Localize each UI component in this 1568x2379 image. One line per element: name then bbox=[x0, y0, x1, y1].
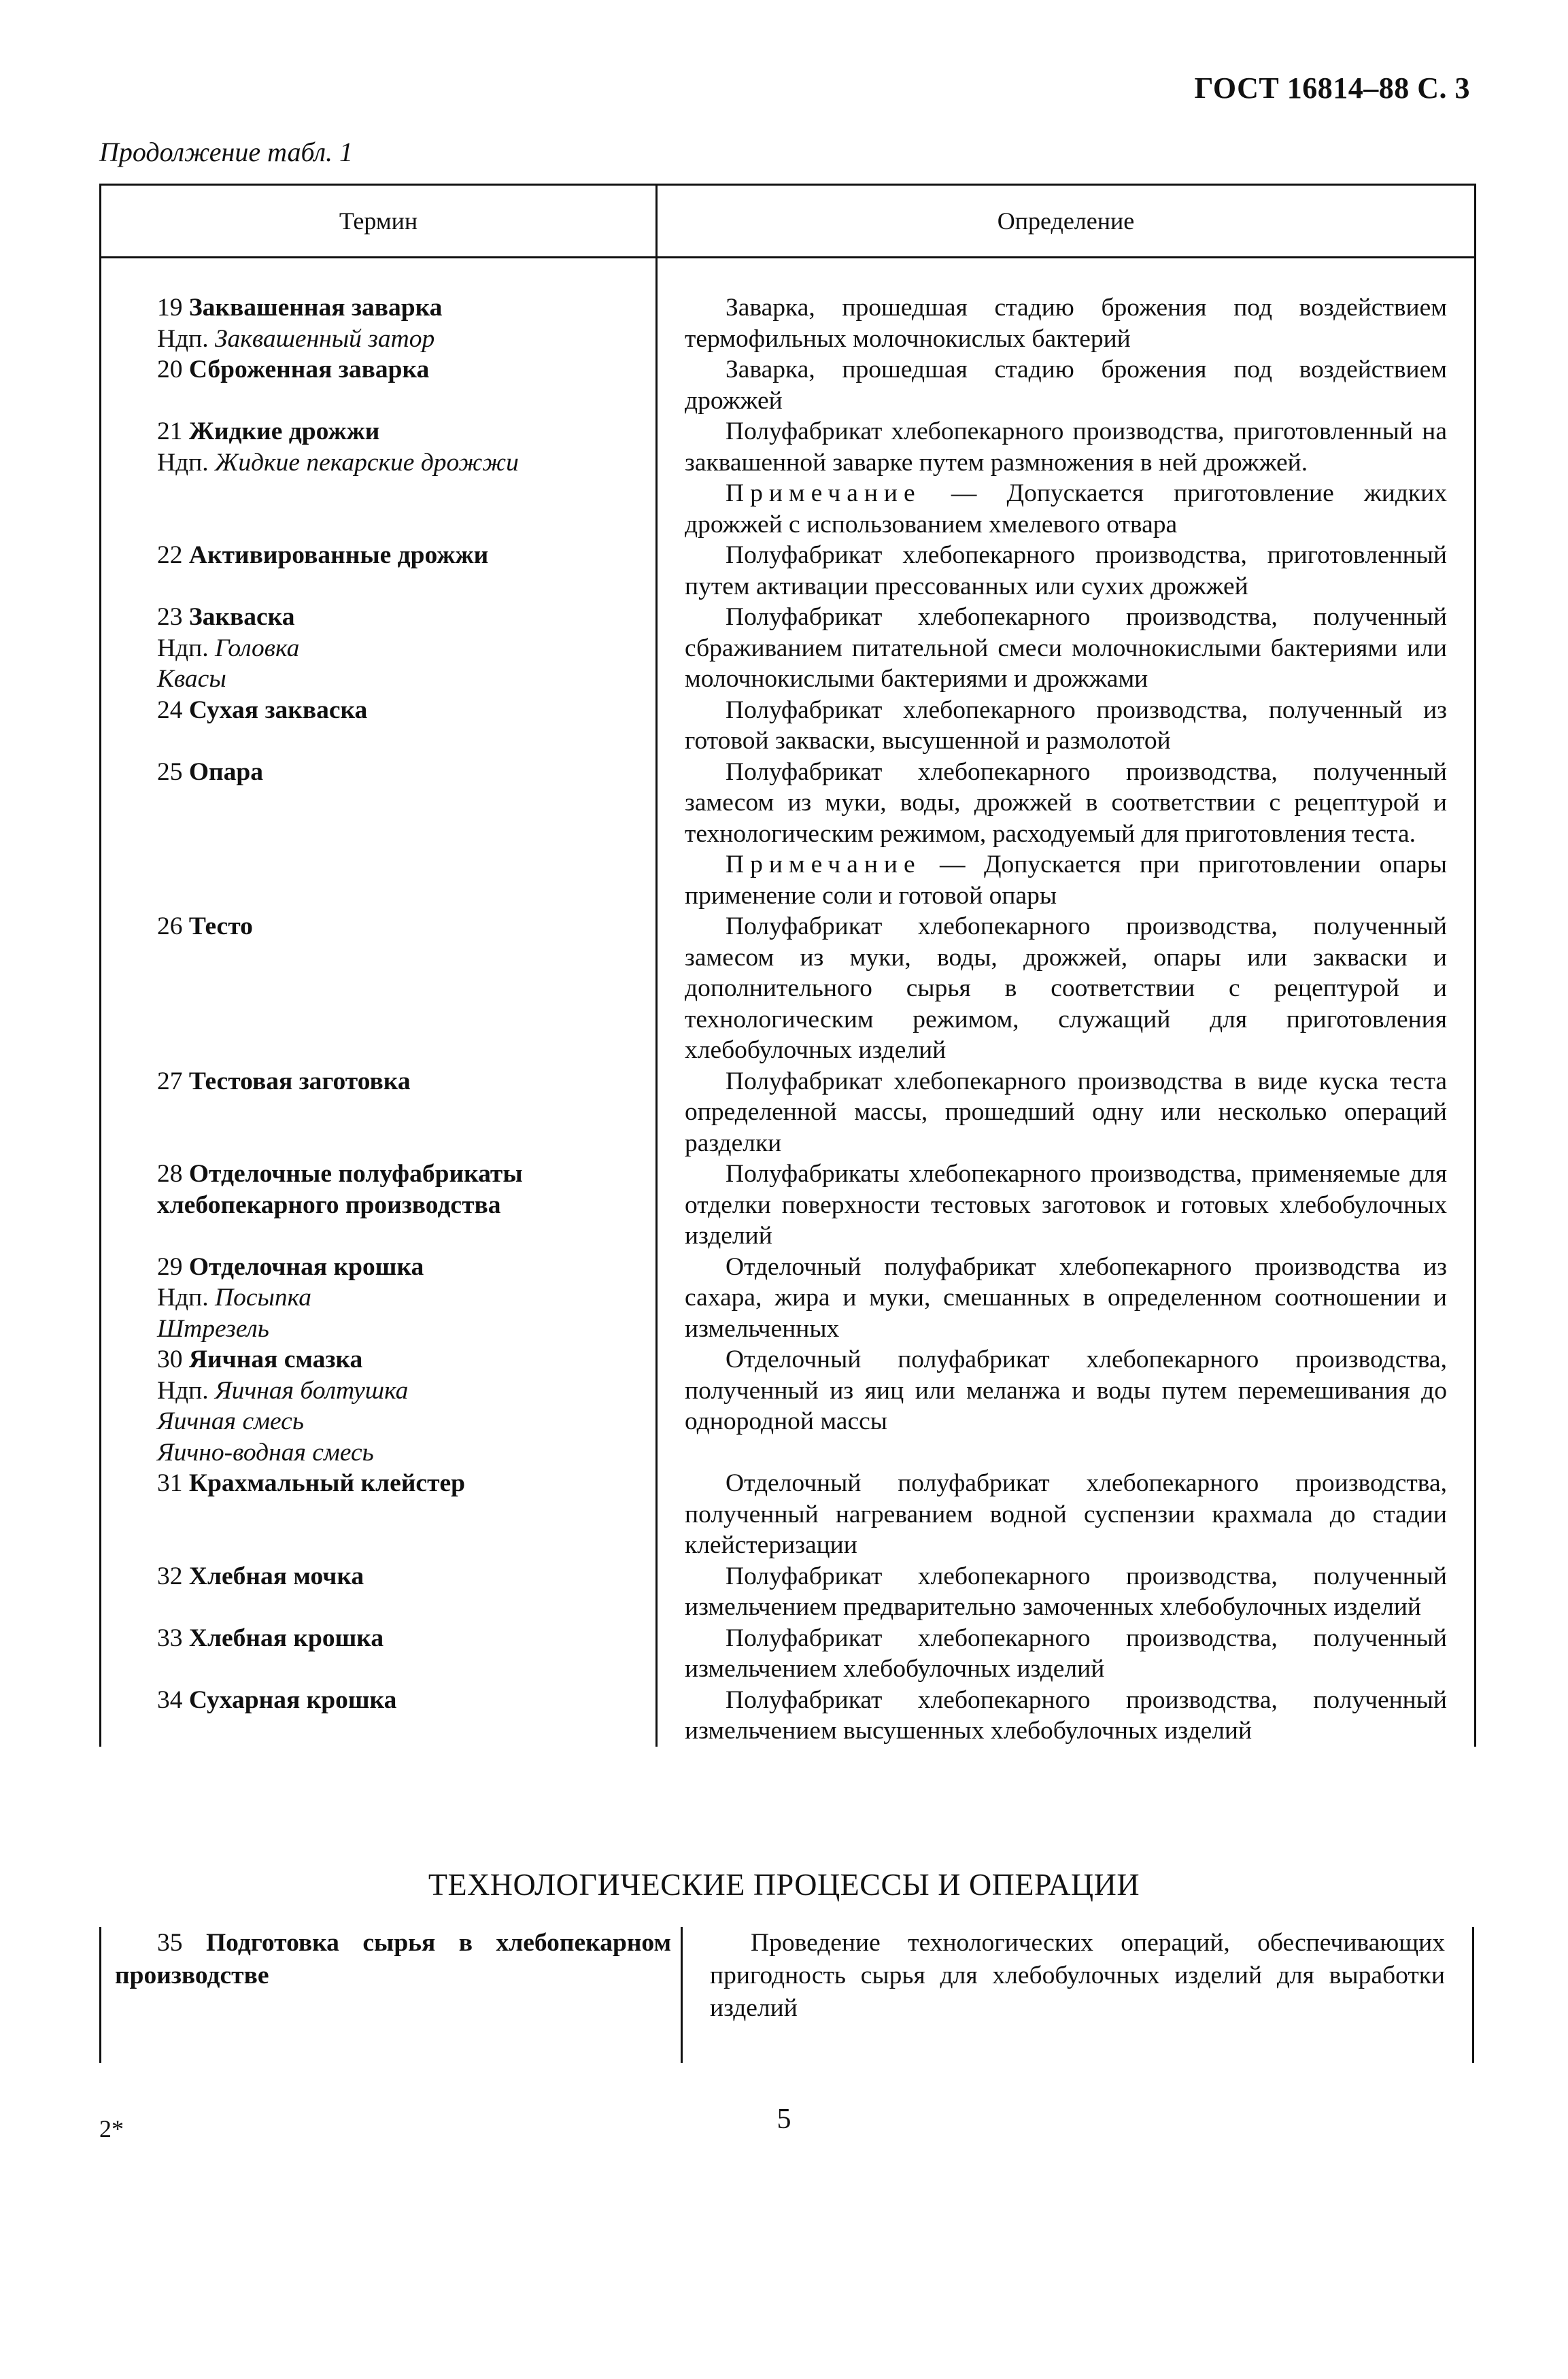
term-number: 27 bbox=[157, 1067, 183, 1095]
footer-mark: 2* bbox=[99, 2115, 124, 2142]
term-name: Отделочная крошка bbox=[188, 1252, 424, 1281]
term-number: 34 bbox=[157, 1685, 183, 1714]
term-heading bbox=[157, 1066, 646, 1097]
definition-text: Полуфабрикат хлебопекарного производства, полученный измельчением высушенных хлебобулочных изделий bbox=[685, 1685, 1447, 1745]
definition-text: Полуфабрикат хлебопекарного производства, полученный из готовой закваски, высушенной и размолотой bbox=[685, 696, 1447, 755]
term-name: Закваска bbox=[188, 603, 295, 631]
term-heading bbox=[157, 757, 646, 788]
deprecated-term-name: Жидкие пекарские дрожжи bbox=[214, 448, 519, 477]
definition-text: Отделочный полуфабрикат хлебопекарного производства из сахара, жира и муки, смешанных в определенном соотношении и измельченных bbox=[685, 1252, 1447, 1343]
definition-text: Полуфабрикат хлебопекарного производства в виде куска теста определенной массы, прошедший одну или несколько операций разделки bbox=[685, 1067, 1447, 1157]
term-number: 28 bbox=[157, 1160, 183, 1188]
term-number: 23 bbox=[157, 603, 183, 631]
term-heading bbox=[157, 1468, 646, 1499]
definition-cell bbox=[657, 1066, 1476, 1159]
term-heading bbox=[157, 416, 646, 447]
deprecated-prefix: Ндп. bbox=[157, 1284, 209, 1312]
term-number: 19 bbox=[157, 294, 183, 322]
term-cell bbox=[101, 1623, 657, 1685]
table-row bbox=[101, 416, 1476, 540]
table-row bbox=[101, 1066, 1476, 1159]
deprecated-term-name: Яично-водная смесь bbox=[157, 1438, 374, 1467]
term-heading bbox=[157, 1252, 646, 1283]
term-heading bbox=[157, 911, 646, 942]
definition-cell bbox=[657, 602, 1476, 695]
note-text: — Допускается при приготовлении опары применение соли и готовой опары bbox=[685, 851, 1447, 910]
term-heading bbox=[157, 602, 646, 633]
term-cell bbox=[101, 757, 657, 912]
column-header-term: Термин bbox=[101, 185, 657, 258]
term-cell bbox=[101, 1066, 657, 1159]
deprecated-term-name: Квасы bbox=[157, 665, 226, 693]
definition-text: Полуфабрикат хлебопекарного производства, полученный замесом из муки, воды, дрожжей в соответствии с рецептурой и технологическим режимом, расходуемый для приготовления теста. bbox=[685, 757, 1447, 848]
term-number: 22 bbox=[157, 541, 183, 569]
term-number: 26 bbox=[157, 912, 183, 940]
term-heading bbox=[157, 292, 646, 324]
term-number: 25 bbox=[157, 757, 183, 786]
terms-table bbox=[99, 184, 1476, 1747]
deprecated-term bbox=[157, 1282, 646, 1314]
definition-text: Полуфабрикат хлебопекарного производства, полученный сбраживанием питательной смеси молочнокислыми бактериями или молочнокислыми бактериями и дрожжами bbox=[685, 603, 1447, 693]
definition-cell bbox=[657, 1561, 1476, 1623]
term-number: 24 bbox=[157, 696, 183, 724]
definition-cell bbox=[657, 1685, 1476, 1747]
column-header-definition: Определение bbox=[657, 185, 1476, 258]
definition-cell bbox=[657, 1623, 1476, 1685]
page-number: 5 bbox=[777, 2104, 791, 2135]
table-row bbox=[101, 1927, 1473, 2063]
deprecated-term-name: Яичная смесь bbox=[157, 1407, 304, 1435]
term-name: Опара bbox=[188, 757, 264, 786]
term-heading bbox=[157, 354, 646, 386]
term-name: Подготовка сырья в хлебопекарном производстве bbox=[115, 1929, 672, 1989]
term-cell bbox=[101, 292, 657, 354]
deprecated-term bbox=[157, 447, 646, 479]
definition-cell bbox=[657, 911, 1476, 1066]
term-number: 20 bbox=[157, 356, 183, 383]
table-row bbox=[101, 1561, 1476, 1623]
deprecated-term bbox=[157, 664, 646, 695]
term-heading bbox=[157, 695, 646, 726]
deprecated-term-name: Яичная болтушка bbox=[214, 1376, 409, 1405]
definition-text: Проведение технологических операций, обеспечивающих пригодность сырья для хлебобулочных изделий для выработки изделий bbox=[710, 1929, 1445, 2022]
term-number: 35 bbox=[157, 1929, 183, 1957]
table-row bbox=[101, 757, 1476, 912]
deprecated-term bbox=[157, 633, 646, 664]
section-title: ТЕХНОЛОГИЧЕСКИЕ ПРОЦЕССЫ И ОПЕРАЦИИ bbox=[428, 1867, 1140, 1902]
term-number: 32 bbox=[157, 1562, 183, 1590]
table-row bbox=[101, 1344, 1476, 1468]
term-name: Сухарная крошка bbox=[188, 1685, 397, 1714]
table-row bbox=[101, 911, 1476, 1066]
table-row bbox=[101, 1623, 1476, 1685]
definition-text: Полуфабрикат хлебопекарного производства, полученный измельчением хлебобулочных изделий bbox=[685, 1624, 1447, 1683]
deprecated-term-name: Заквашенный затор bbox=[214, 324, 435, 353]
term-heading bbox=[157, 1561, 646, 1592]
definition-cell bbox=[682, 1927, 1473, 2063]
term-cell bbox=[101, 1927, 682, 2063]
term-name: Сброженная заварка bbox=[188, 356, 430, 383]
definition-cell bbox=[657, 540, 1476, 602]
deprecated-prefix: Ндп. bbox=[157, 1376, 209, 1405]
term-cell bbox=[101, 1468, 657, 1561]
deprecated-prefix: Ндп. bbox=[157, 448, 209, 477]
definition-cell bbox=[657, 695, 1476, 757]
deprecated-term-name: Посыпка bbox=[214, 1284, 311, 1312]
term-name: Отделочные полуфабрикаты хлебопекарного производства bbox=[157, 1160, 523, 1219]
term-heading bbox=[157, 1685, 646, 1716]
table-row bbox=[101, 1159, 1476, 1252]
definition-cell bbox=[657, 757, 1476, 912]
note-label: Примечание bbox=[726, 479, 921, 507]
term-name: Жидкие дрожжи bbox=[188, 417, 380, 445]
definition-text: Полуфабрикат хлебопекарного производства, полученный замесом из муки, воды, дрожжей, опары или закваски и дополнительного сырья в соответствии с рецептурой и технологическим режимом, служащий для приготовления хлебобулочных изделий bbox=[685, 912, 1447, 1064]
term-number: 21 bbox=[157, 417, 183, 445]
term-heading bbox=[157, 540, 646, 571]
term-name: Крахмальный клейстер bbox=[188, 1469, 465, 1497]
term-cell bbox=[101, 416, 657, 540]
term-name: Яичная смазка bbox=[188, 1346, 363, 1373]
definition-cell bbox=[657, 354, 1476, 416]
term-number: 30 bbox=[157, 1346, 183, 1373]
table-row bbox=[101, 1468, 1476, 1561]
terms-table-body bbox=[101, 258, 1476, 1747]
term-number: 31 bbox=[157, 1469, 183, 1497]
deprecated-term bbox=[157, 1406, 646, 1437]
term-heading bbox=[157, 1344, 646, 1375]
table-row bbox=[101, 540, 1476, 602]
term-cell bbox=[101, 1561, 657, 1623]
term-cell bbox=[101, 1685, 657, 1747]
deprecated-term-name: Штрезель bbox=[157, 1314, 269, 1343]
term-cell bbox=[101, 540, 657, 602]
definition-text: Заварка, прошедшая стадию брожения под воздействием дрожжей bbox=[685, 356, 1447, 415]
note-label: Примечание bbox=[726, 851, 921, 878]
term-cell bbox=[101, 1344, 657, 1468]
term-name: Хлебная крошка bbox=[188, 1624, 384, 1652]
term-heading bbox=[157, 1623, 646, 1654]
definition-note bbox=[685, 849, 1447, 911]
definition-text: Полуфабрикат хлебопекарного производства, приготовленный путем активации прессованных или сухих дрожжей bbox=[685, 541, 1447, 600]
term-name: Заквашенная заварка bbox=[188, 294, 443, 322]
term-number: 29 bbox=[157, 1252, 183, 1281]
table-row bbox=[101, 292, 1476, 354]
deprecated-term-name: Головка bbox=[214, 634, 300, 662]
deprecated-prefix: Ндп. bbox=[157, 634, 209, 662]
term-name: Хлебная мочка bbox=[188, 1562, 364, 1590]
definition-cell bbox=[657, 1468, 1476, 1561]
deprecated-term bbox=[157, 324, 646, 355]
definition-text: Полуфабрикаты хлебопекарного производства, применяемые для отделки поверхности тестовых заготовок и готовых хлебобулочных изделий bbox=[685, 1160, 1447, 1250]
term-cell bbox=[101, 602, 657, 695]
term-cell bbox=[101, 695, 657, 757]
table-row bbox=[101, 602, 1476, 695]
term-cell bbox=[101, 911, 657, 1066]
definition-cell bbox=[657, 1252, 1476, 1345]
deprecated-term bbox=[157, 1314, 646, 1345]
standard-header: ГОСТ 16814–88 С. 3 bbox=[1194, 71, 1470, 105]
definition-text: Отделочный полуфабрикат хлебопекарного производства, полученный нагреванием водной суспензии крахмала до стадии клейстеризации bbox=[685, 1469, 1447, 1559]
definition-text: Заварка, прошедшая стадию брожения под воздействием термофильных молочнокислых бактерий bbox=[685, 294, 1447, 353]
table-continuation-label: Продолжение табл. 1 bbox=[99, 137, 354, 167]
definition-note bbox=[685, 478, 1447, 540]
table-row bbox=[101, 1685, 1476, 1747]
note-text: — Допускается приготовление жидких дрожжей с использованием хмелевого отвара bbox=[685, 479, 1447, 538]
definition-cell bbox=[657, 292, 1476, 354]
table-row bbox=[101, 354, 1476, 416]
definition-cell bbox=[657, 1344, 1476, 1468]
definition-text: Полуфабрикат хлебопекарного производства, полученный измельчением предварительно замоченных хлебобулочных изделий bbox=[685, 1562, 1447, 1621]
term-cell bbox=[101, 354, 657, 416]
process-table-body bbox=[101, 1927, 1473, 2063]
deprecated-prefix: Ндп. bbox=[157, 324, 209, 353]
term-name: Активированные дрожжи bbox=[188, 541, 489, 569]
definition-cell bbox=[657, 416, 1476, 540]
term-cell bbox=[101, 1252, 657, 1345]
term-name: Сухая закваска bbox=[188, 696, 368, 724]
term-number: 33 bbox=[157, 1624, 183, 1652]
deprecated-term bbox=[157, 1437, 646, 1469]
term-name: Тесто bbox=[188, 912, 253, 940]
term-name: Тестовая заготовка bbox=[188, 1067, 411, 1095]
term-cell bbox=[101, 1159, 657, 1252]
process-table bbox=[99, 1927, 1474, 2063]
table-row bbox=[101, 1252, 1476, 1345]
definition-text: Отделочный полуфабрикат хлебопекарного производства, полученный из яиц или меланжа и воды путем перемешивания до однородной массы bbox=[685, 1346, 1447, 1435]
table-row bbox=[101, 695, 1476, 757]
definition-cell bbox=[657, 1159, 1476, 1252]
term-heading bbox=[157, 1159, 646, 1220]
deprecated-term bbox=[157, 1375, 646, 1407]
definition-text: Полуфабрикат хлебопекарного производства, приготовленный на заквашенной заварке путем размножения в ней дрожжей. bbox=[685, 417, 1447, 477]
